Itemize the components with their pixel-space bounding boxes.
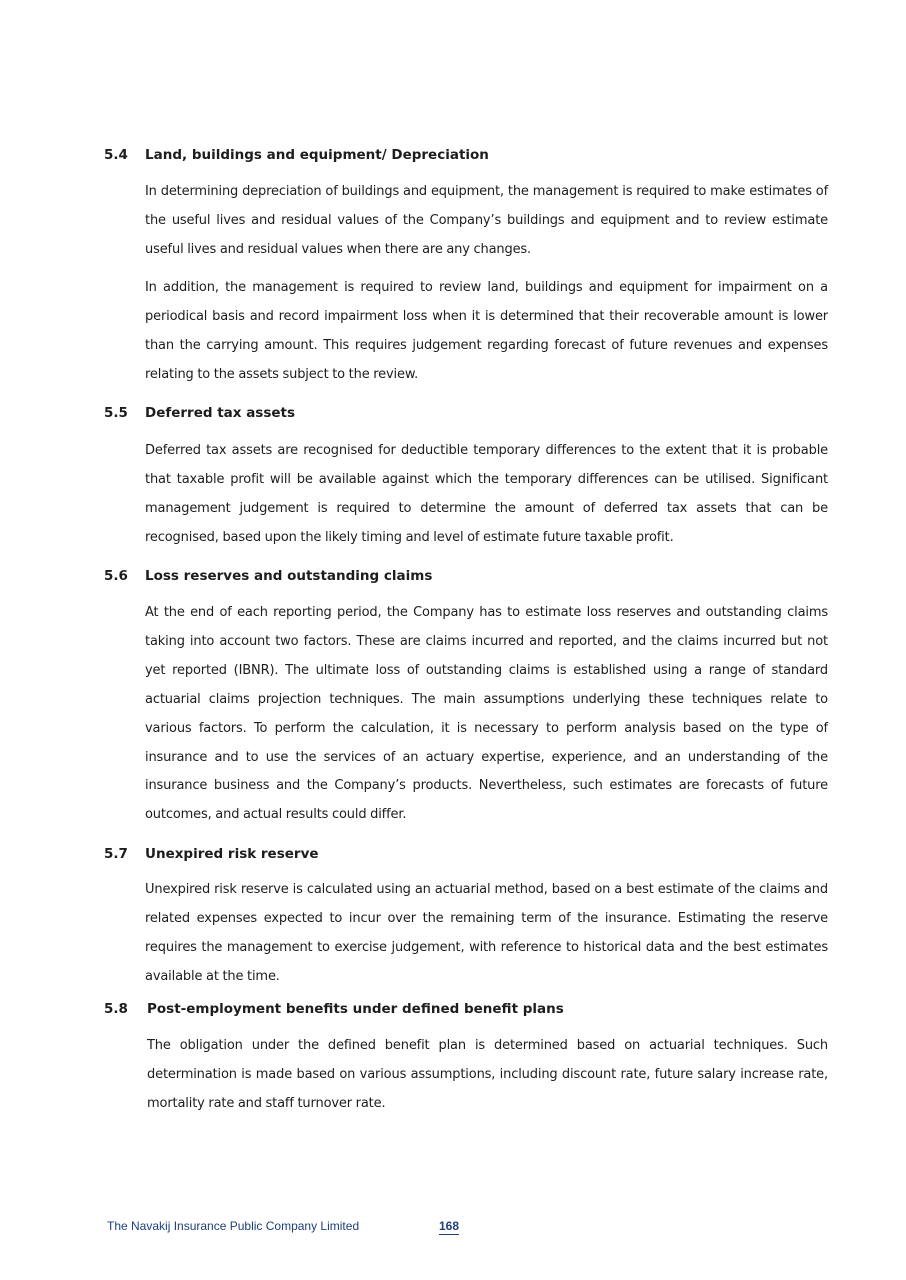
page-number: 168 [439, 1219, 460, 1233]
section-number: 5.4 [104, 147, 128, 163]
section-number: 5.8 [104, 1001, 128, 1017]
section-paragraph: Deferred tax assets are recognised for deductible temporary differences to the extent that it is probable that taxable profit will be available against which the temporary differences can be utilised. Significant management judgement is required to determine the amount of deferred tax assets that can be recognised, based upon the likely timing and level of estimate future taxable profit. [145, 443, 828, 545]
footer-company-name: The Navakij Insurance Public Company Limited [107, 1219, 360, 1233]
section-heading: Loss reserves and outstanding claims [145, 568, 433, 584]
section-heading: Deferred tax assets [145, 405, 296, 421]
section-heading: Unexpired risk reserve [145, 846, 319, 862]
section-number: 5.5 [104, 405, 128, 421]
section-heading: Post-employment benefits under defined benefit plans [147, 1001, 564, 1017]
section-paragraph: In determining depreciation of buildings and equipment, the management is required to make estimates of the useful lives and residual values of the Company’s buildings and equipment and to review estimate useful lives and residual values when there are any changes. [145, 184, 828, 257]
section-number: 5.7 [104, 846, 128, 862]
section-paragraph: The obligation under the defined benefit plan is determined based on actuarial techniques. Such determination is made based on various assumptions, including discount rate, future salary increase rate, mortality rate and staff turnover rate. [147, 1038, 828, 1111]
section-heading: Land, buildings and equipment/ Depreciation [145, 147, 489, 163]
section-number: 5.6 [104, 568, 128, 584]
section-paragraph: In addition, the management is required to review land, buildings and equipment for impairment on a periodical basis and record impairment loss when it is determined that their recoverable amount is lower than the carrying amount. This requires judgement regarding forecast of future revenues and expenses relating to the assets subject to the review. [145, 280, 828, 382]
section-paragraph: At the end of each reporting period, the Company has to estimate loss reserves and outstanding claims taking into account two factors. These are claims incurred and reported, and the claims incurred but not yet reported (IBNR). The ultimate loss of outstanding claims is established using a range of standard actuarial claims projection techniques. The main assumptions underlying these techniques relate to various factors. To perform the calculation, it is necessary to perform analysis based on the type of insurance and to use the services of an actuary expertise, experience, and an understanding of the insurance business and the Company’s products. Nevertheless, such estimates are forecasts of future outcomes, and actual results could differ. [145, 605, 828, 823]
section-paragraph: Unexpired risk reserve is calculated using an actuarial method, based on a best estimate of the claims and related expenses expected to incur over the remaining term of the insurance. Estimating the reserve requires the management to exercise judgement, with reference to historical data and the best estimates available at the time. [145, 882, 828, 984]
